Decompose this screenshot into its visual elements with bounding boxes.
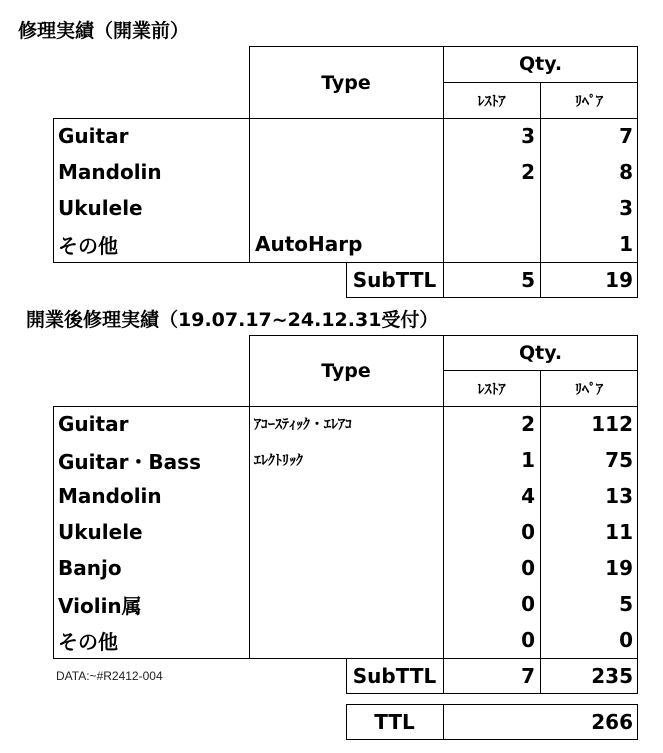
table-row-restore: 0	[521, 520, 535, 544]
table1-repair-header: ﾘﾍﾟｱ	[575, 93, 603, 110]
table-row-restore: 0	[521, 628, 535, 652]
table-row-restore: 0	[521, 592, 535, 616]
subtotal-repair: 19	[605, 268, 633, 292]
table-row-name: Violin属	[58, 593, 142, 618]
subtotal-repair: 235	[591, 664, 633, 688]
table-row-restore: 0	[521, 556, 535, 580]
table-row-restore: 1	[521, 448, 535, 472]
table-row-repair: 1	[619, 232, 633, 256]
table-row-name: その他	[58, 233, 118, 258]
table-row-repair: 7	[619, 124, 633, 148]
table-row-restore: 4	[521, 484, 535, 508]
table-row-repair: 3	[619, 196, 633, 220]
table2-repair-header: ﾘﾍﾟｱ	[575, 381, 603, 398]
subtotal-restore: 7	[521, 664, 535, 688]
table1-title: 修理実績（開業前）	[18, 20, 190, 42]
table-row-name: Guitar・Bass	[58, 449, 201, 474]
table-row-repair: 0	[619, 628, 633, 652]
table-row-name: Mandolin	[58, 160, 162, 184]
table-row-repair: 5	[619, 592, 633, 616]
table1-type-header: Type	[321, 71, 371, 94]
table-row-repair: 8	[619, 160, 633, 184]
total-label: TTL	[374, 710, 415, 734]
total-value: 266	[591, 710, 633, 734]
table-row-type: ｱｺｰｽﾃｨｯｸ・ｴﾚｱｺ	[254, 417, 352, 433]
table2-restore-header: ﾚｽﾄｱ	[477, 381, 506, 398]
table1-qty-header: Qty.	[518, 53, 563, 75]
table-row-repair: 75	[605, 448, 633, 472]
table-row-name: Guitar	[58, 412, 129, 436]
subtotal-label: SubTTL	[352, 664, 437, 688]
data-note: DATA:~#R2412-004	[56, 669, 163, 683]
table-row-name: その他	[58, 629, 118, 654]
subtotal-restore: 5	[521, 268, 535, 292]
table2-type-header: Type	[321, 360, 371, 382]
table-row-name: Mandolin	[58, 484, 162, 508]
table-row-name: Guitar	[58, 124, 129, 148]
subtotal-label: SubTTL	[352, 268, 437, 292]
table2-title: 開業後修理実績（19.07.17~24.12.31受付）	[26, 309, 439, 331]
table-row-restore: 2	[521, 160, 535, 184]
table1-restore-header: ﾚｽﾄｱ	[477, 93, 506, 110]
table-row-repair: 19	[605, 556, 633, 580]
table-row-repair: 112	[591, 412, 633, 436]
table-row-name: Ukulele	[58, 520, 143, 544]
table-row-restore: 3	[521, 124, 535, 148]
table-row-restore: 2	[521, 412, 535, 436]
table-row-type: AutoHarp	[255, 232, 363, 256]
table-row-repair: 11	[605, 520, 633, 544]
table-row-name: Banjo	[58, 556, 122, 580]
table2-qty-header: Qty.	[518, 341, 563, 364]
table-row-name: Ukulele	[58, 196, 143, 220]
table-row-repair: 13	[605, 484, 633, 508]
table-row-type: ｴﾚｸﾄﾘｯｸ	[254, 453, 303, 469]
